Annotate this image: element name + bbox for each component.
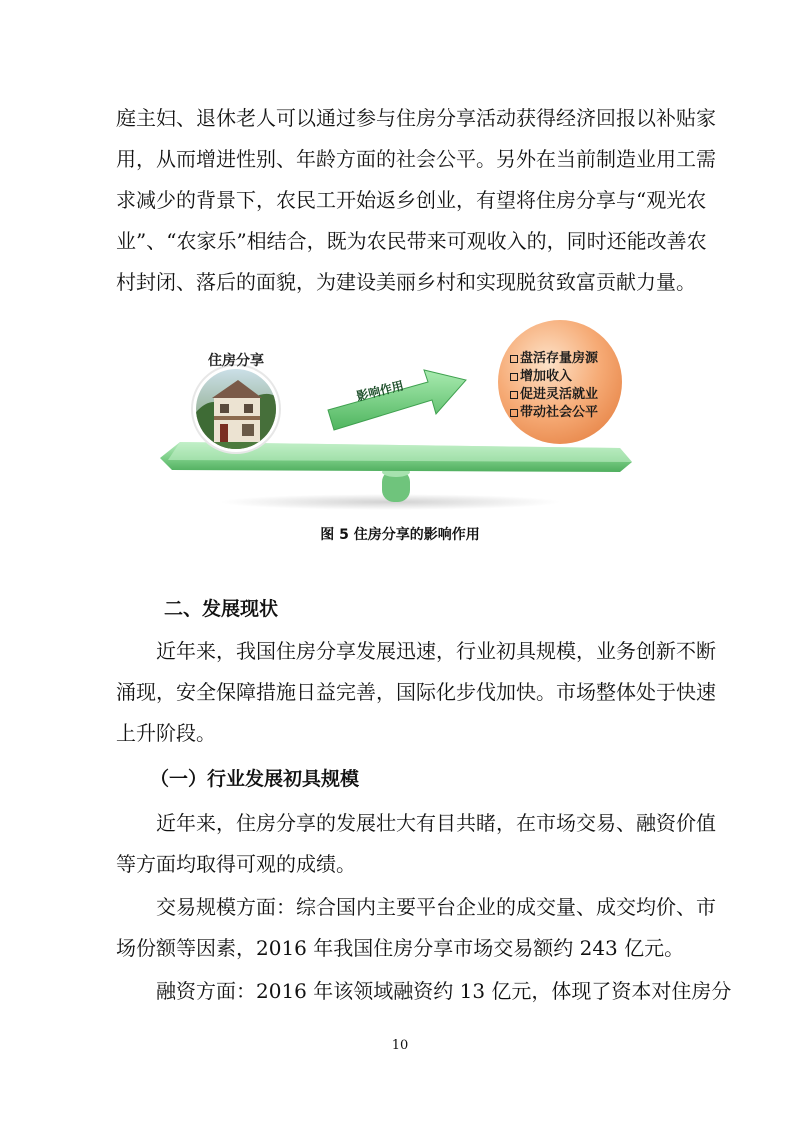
paragraph	[116, 803, 716, 885]
subsection-heading: （一）行业发展初具规模	[150, 768, 360, 790]
text-line: 用，从而增进性别、年龄方面的社会公平。另外在当前制造业用工需	[116, 147, 716, 171]
text-line: 融资方面：2016 年该领域融资约 13 亿元，体现了资本对住房分	[156, 979, 732, 1003]
text-line: 村封闭、落后的面貌，为建设美丽乡村和实现脱贫致富贡献力量。	[116, 270, 696, 294]
checkbox-icon	[510, 409, 518, 417]
checkbox-icon	[510, 373, 518, 381]
text-line: 业”、“农家乐”相结合，既为农民带来可观收入的，同时还能改善农	[116, 229, 707, 253]
checkbox-icon	[510, 355, 518, 363]
section-intro-paragraph	[116, 631, 716, 754]
effect-item	[510, 404, 598, 422]
checkbox-icon	[510, 391, 518, 399]
section-heading: 二、发展现状	[164, 598, 279, 620]
text-line: 上升阶段。	[116, 721, 216, 745]
effect-item	[510, 350, 598, 368]
page-number: 10	[391, 1038, 409, 1053]
effect-label: 增加收入	[520, 369, 573, 384]
effect-item	[510, 368, 598, 386]
impact-figure	[150, 320, 650, 520]
top-paragraph	[116, 98, 716, 303]
figure-caption: 图 5 住房分享的影响作用	[320, 527, 480, 543]
text-line: 场份额等因素，2016 年我国住房分享市场交易额约 243 亿元。	[116, 936, 685, 960]
paragraph	[116, 971, 732, 1012]
text-line: 求减少的背景下，农民工开始返乡创业，有望将住房分享与“观光农	[116, 188, 707, 212]
effect-label: 促进灵活就业	[520, 387, 599, 402]
house-label: 住房分享	[208, 353, 264, 369]
text-line: 近年来，住房分享的发展壮大有目共睹，在市场交易、融资价值	[156, 811, 716, 835]
paragraph	[116, 887, 716, 969]
effect-label: 盘活存量房源	[520, 351, 599, 366]
text-line: 近年来，我国住房分享发展迅速，行业初具规模，业务创新不断	[156, 639, 716, 663]
text-line: 等方面均取得可观的成绩。	[116, 852, 356, 876]
text-line: 交易规模方面：综合国内主要平台企业的成交量、成交均价、市	[156, 895, 716, 919]
effect-label: 带动社会公平	[520, 405, 599, 420]
effects-list	[510, 350, 598, 422]
text-line: 庭主妇、退休老人可以通过参与住房分享活动获得经济回报以补贴家	[116, 106, 716, 130]
effect-item	[510, 386, 598, 404]
text-line: 涌现，安全保障措施日益完善，国际化步伐加快。市场整体处于快速	[116, 680, 716, 704]
arrow-label: 影响作用	[355, 378, 406, 404]
